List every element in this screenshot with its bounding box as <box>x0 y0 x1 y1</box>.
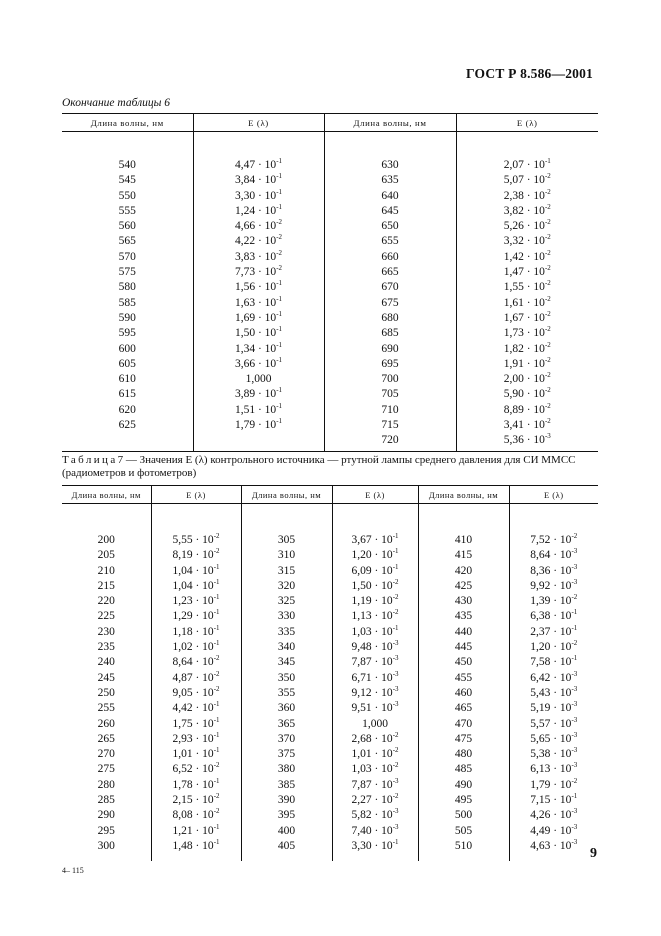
table-cell: $4,87 \cdot 10^{-2}$ <box>172 669 220 684</box>
table-cell: $2,00 \cdot 10^{-2}$ <box>503 371 551 386</box>
table-cell: 385 <box>277 778 296 791</box>
table-cell: 555 <box>118 204 136 217</box>
table-cell: 295 <box>97 824 115 837</box>
table-cell: 260 <box>97 717 115 730</box>
table-cell: 210 <box>97 564 115 577</box>
table-cell: 415 <box>454 549 473 562</box>
table6-column <box>62 132 193 452</box>
table-cell: 510 <box>454 839 473 852</box>
table-cell: 445 <box>454 641 473 654</box>
table-cell: 440 <box>454 625 473 638</box>
table-cell: 705 <box>381 388 399 401</box>
table-cell: 540 <box>118 159 136 171</box>
table-cell: 360 <box>277 702 296 715</box>
table6 <box>62 113 598 452</box>
table-cell: $3,30 \cdot 10^{-1}$ <box>351 837 399 852</box>
table-cell: 430 <box>454 595 473 608</box>
table-cell: $5,90 \cdot 10^{-2}$ <box>503 386 551 401</box>
table-cell: $1,21 \cdot 10^{-1}$ <box>172 822 220 837</box>
table-cell: $5,07 \cdot 10^{-2}$ <box>503 172 551 187</box>
table7-column <box>332 504 418 862</box>
table-cell: 610 <box>118 373 136 386</box>
table-cell: $8,64 \cdot 10^{-3}$ <box>530 547 578 562</box>
table-cell: $4,49 \cdot 10^{-3}$ <box>530 822 578 837</box>
table-cell: $8,89 \cdot 10^{-2}$ <box>503 401 551 416</box>
table7-caption-label: Таблица <box>62 454 118 466</box>
table-cell: 355 <box>277 686 296 699</box>
table-cell: 455 <box>454 671 473 684</box>
table-cell: 395 <box>277 809 296 822</box>
table6-column <box>324 132 456 452</box>
table6-caption: Окончание таблицы 6 <box>62 97 170 109</box>
table-cell: 570 <box>118 250 136 263</box>
table-cell: $1,79 \cdot 10^{-1}$ <box>234 417 283 432</box>
table-cell: 565 <box>118 235 136 248</box>
table-cell: $3,30 \cdot 10^{-1}$ <box>234 187 283 202</box>
table-cell: $1,20 \cdot 10^{-1}$ <box>351 547 399 562</box>
table-cell: 380 <box>277 763 296 776</box>
table-cell: 420 <box>454 564 473 577</box>
table-cell: $7,52 \cdot 10^{-2}$ <box>530 532 578 546</box>
table-cell: 350 <box>277 671 296 684</box>
table-cell: $3,83 \cdot 10^{-2}$ <box>234 248 283 263</box>
table-cell: $6,52 \cdot 10^{-2}$ <box>172 761 220 776</box>
table-cell: $1,01 \cdot 10^{-1}$ <box>172 746 220 761</box>
table-cell: $4,63 \cdot 10^{-3}$ <box>530 837 578 852</box>
table-cell: 680 <box>381 311 399 324</box>
table-cell: 625 <box>118 419 136 432</box>
table-cell: 235 <box>97 641 115 654</box>
table-cell: $2,93 \cdot 10^{-1}$ <box>172 730 220 745</box>
table-cell: 340 <box>277 641 296 654</box>
table-cell: $2,27 \cdot 10^{-2}$ <box>351 792 399 807</box>
table-cell: 365 <box>277 717 296 730</box>
table-cell: $1,67 \cdot 10^{-2}$ <box>503 309 551 324</box>
table-cell: 250 <box>97 686 115 699</box>
table-cell: 495 <box>454 794 473 807</box>
table-cell: $4,66 \cdot 10^{-2}$ <box>234 218 283 233</box>
table-cell: $1,73 \cdot 10^{-2}$ <box>503 325 551 340</box>
table-cell: $8,36 \cdot 10^{-3}$ <box>530 562 578 577</box>
table-cell: $5,65 \cdot 10^{-3}$ <box>530 730 578 745</box>
table-cell: 615 <box>118 388 136 401</box>
table-cell: $9,48 \cdot 10^{-3}$ <box>351 639 399 654</box>
table-cell: $1,50 \cdot 10^{-2}$ <box>351 577 399 592</box>
table-cell: $1,01 \cdot 10^{-2}$ <box>351 746 399 761</box>
table-cell: $7,40 \cdot 10^{-3}$ <box>351 822 399 837</box>
table-cell: $2,37 \cdot 10^{-1}$ <box>530 623 578 638</box>
table-cell: 275 <box>97 763 115 776</box>
table-cell: 325 <box>277 595 296 608</box>
table-cell: $1,18 \cdot 10^{-1}$ <box>172 623 220 638</box>
table-cell: 300 <box>97 839 115 852</box>
table-cell: 605 <box>118 357 136 370</box>
table7 <box>62 485 598 861</box>
table-cell: $1,51 \cdot 10^{-1}$ <box>234 401 283 416</box>
table-cell: $1,19 \cdot 10^{-2}$ <box>351 593 399 608</box>
table-cell: $1,75 \cdot 10^{-1}$ <box>172 715 220 730</box>
table7-header-wavelength-2: Длина волны, нм <box>241 486 332 504</box>
table-cell: $8,08 \cdot 10^{-2}$ <box>172 807 220 822</box>
table-cell: $6,42 \cdot 10^{-3}$ <box>530 669 578 684</box>
table7-header-e-1: E (λ) <box>151 486 241 504</box>
table-cell: 595 <box>118 327 136 340</box>
table-cell: $2,07 \cdot 10^{-1}$ <box>503 157 551 171</box>
table-cell: $7,58 \cdot 10^{-1}$ <box>530 654 578 669</box>
table-cell: 655 <box>381 235 399 248</box>
page-number: 9 <box>590 846 597 861</box>
table-cell: $1,48 \cdot 10^{-1}$ <box>172 837 220 852</box>
table-cell: 575 <box>118 266 136 279</box>
table-cell: 390 <box>277 794 296 807</box>
table-cell: 370 <box>277 732 296 745</box>
table-cell: 280 <box>97 778 115 791</box>
table-cell: $4,47 \cdot 10^{-1}$ <box>234 157 283 171</box>
table-cell: 255 <box>97 702 115 715</box>
table-cell: 715 <box>381 419 399 432</box>
table-cell: $2,68 \cdot 10^{-2}$ <box>351 730 399 745</box>
table-cell: 245 <box>97 671 115 684</box>
table-cell: $7,15 \cdot 10^{-1}$ <box>530 792 578 807</box>
table-cell: $4,42 \cdot 10^{-1}$ <box>172 700 220 715</box>
table7-header-wavelength-1: Длина волны, нм <box>62 486 151 504</box>
table7-column <box>241 504 332 862</box>
table-cell: 1,000 <box>362 717 388 730</box>
table-cell: 450 <box>454 656 473 669</box>
table-cell: $4,26 \cdot 10^{-3}$ <box>530 807 578 822</box>
table-cell: $5,43 \cdot 10^{-3}$ <box>530 684 578 699</box>
table-cell: $6,13 \cdot 10^{-3}$ <box>530 761 578 776</box>
table-cell: 320 <box>277 579 296 592</box>
table-cell: $1,69 \cdot 10^{-1}$ <box>234 309 283 324</box>
table-cell: 645 <box>381 204 399 217</box>
table-cell: 600 <box>118 342 136 355</box>
table7-column <box>151 504 241 862</box>
table-cell: 460 <box>454 686 473 699</box>
table-cell: $8,64 \cdot 10^{-2}$ <box>172 654 220 669</box>
table7-caption <box>62 454 602 480</box>
table-cell: $1,29 \cdot 10^{-1}$ <box>172 608 220 623</box>
table7-header-e-3: E (λ) <box>509 486 598 504</box>
table-cell: $1,24 \cdot 10^{-1}$ <box>234 202 283 217</box>
table-cell: 475 <box>454 732 473 745</box>
table-cell: 330 <box>277 610 296 623</box>
table-cell: $1,78 \cdot 10^{-1}$ <box>172 776 220 791</box>
table-cell: 590 <box>118 311 136 324</box>
table-cell: 675 <box>381 296 399 309</box>
table-cell: 270 <box>97 748 115 761</box>
table-cell: 315 <box>277 564 296 577</box>
table-cell: 630 <box>381 159 399 171</box>
table7-column <box>62 504 151 862</box>
table-cell: 665 <box>381 266 399 279</box>
document-id: ГОСТ Р 8.586—2001 <box>466 66 593 81</box>
table-cell: $1,03 \cdot 10^{-1}$ <box>351 623 399 638</box>
table-cell: $3,66 \cdot 10^{-1}$ <box>234 355 283 370</box>
table7-column <box>509 504 598 862</box>
table-cell: $1,79 \cdot 10^{-2}$ <box>530 776 578 791</box>
table-cell: $1,04 \cdot 10^{-1}$ <box>172 562 220 577</box>
table-cell: $3,84 \cdot 10^{-1}$ <box>234 172 283 187</box>
table-cell: 465 <box>454 702 473 715</box>
table-cell: $9,92 \cdot 10^{-3}$ <box>530 577 578 592</box>
table6-header-e-1: E (λ) <box>193 114 324 132</box>
table-cell: $1,56 \cdot 10^{-1}$ <box>234 279 283 294</box>
table-cell: 425 <box>454 579 473 592</box>
table-cell: $4,22 \cdot 10^{-2}$ <box>234 233 283 248</box>
table-cell: 205 <box>97 549 115 562</box>
table-cell: 310 <box>277 549 296 562</box>
table-cell: 480 <box>454 748 473 761</box>
table-cell: $7,87 \cdot 10^{-3}$ <box>351 654 399 669</box>
table-cell: 650 <box>381 220 399 233</box>
table-cell: $3,89 \cdot 10^{-1}$ <box>234 386 283 401</box>
table-cell: 470 <box>454 717 473 730</box>
table7-header-e-2: E (λ) <box>332 486 418 504</box>
table7-header-wavelength-3: Длина волны, нм <box>418 486 509 504</box>
table-cell: $1,47 \cdot 10^{-2}$ <box>503 264 551 279</box>
table-cell: 690 <box>381 342 399 355</box>
table-cell: $3,32 \cdot 10^{-2}$ <box>503 233 551 248</box>
table-cell: 375 <box>277 748 296 761</box>
table-cell: 490 <box>454 778 473 791</box>
table-cell: $9,51 \cdot 10^{-3}$ <box>351 700 399 715</box>
table-cell: $1,13 \cdot 10^{-2}$ <box>351 608 399 623</box>
table-cell: 240 <box>97 656 115 669</box>
table-cell: $8,19 \cdot 10^{-2}$ <box>172 547 220 562</box>
table-cell: $1,03 \cdot 10^{-2}$ <box>351 761 399 776</box>
table-cell: $5,82 \cdot 10^{-3}$ <box>351 807 399 822</box>
table-cell: 505 <box>454 824 473 837</box>
table-cell: 230 <box>97 625 115 638</box>
table-cell: 335 <box>277 625 296 638</box>
table-cell: 345 <box>277 656 296 669</box>
table-cell: 700 <box>381 373 399 386</box>
table-cell: $7,73 \cdot 10^{-2}$ <box>234 264 283 279</box>
table-cell: $6,71 \cdot 10^{-3}$ <box>351 669 399 684</box>
table-cell: 640 <box>381 189 399 202</box>
footer-mark: 4– 115 <box>62 866 84 875</box>
table-cell: 660 <box>381 250 399 263</box>
table-cell: 305 <box>277 534 296 546</box>
table-cell: $5,38 \cdot 10^{-3}$ <box>530 746 578 761</box>
table6-header-e-2: E (λ) <box>456 114 598 132</box>
table-cell: $2,15 \cdot 10^{-2}$ <box>172 792 220 807</box>
table-cell: $5,36 \cdot 10^{-3}$ <box>503 432 551 447</box>
table-cell: $9,05 \cdot 10^{-2}$ <box>172 684 220 699</box>
table6-column <box>456 132 598 452</box>
table-cell: $1,39 \cdot 10^{-2}$ <box>530 593 578 608</box>
table-cell: $1,34 \cdot 10^{-1}$ <box>234 340 283 355</box>
table-cell: $3,82 \cdot 10^{-2}$ <box>503 202 551 217</box>
table-cell: $3,67 \cdot 10^{-1}$ <box>351 532 399 546</box>
table-cell: 215 <box>97 579 115 592</box>
table-cell: $1,91 \cdot 10^{-2}$ <box>503 355 551 370</box>
table-cell: 485 <box>454 763 473 776</box>
table-cell: 580 <box>118 281 136 294</box>
table6-header-wavelength-1: Длина волны, нм <box>62 114 193 132</box>
table-cell: $5,19 \cdot 10^{-3}$ <box>530 700 578 715</box>
table-cell: 290 <box>97 809 115 822</box>
table-cell: $1,63 \cdot 10^{-1}$ <box>234 294 283 309</box>
table-cell: 435 <box>454 610 473 623</box>
table7-column <box>418 504 509 862</box>
table-cell: 410 <box>454 534 473 546</box>
table-cell: $6,09 \cdot 10^{-1}$ <box>351 562 399 577</box>
table-cell: $5,55 \cdot 10^{-2}$ <box>172 532 220 546</box>
table-cell: $5,26 \cdot 10^{-2}$ <box>503 218 551 233</box>
table-cell: $3,41 \cdot 10^{-2}$ <box>503 417 551 432</box>
table-cell: $9,12 \cdot 10^{-3}$ <box>351 684 399 699</box>
table-cell: $1,20 \cdot 10^{-2}$ <box>530 639 578 654</box>
table-cell: $1,61 \cdot 10^{-2}$ <box>503 294 551 309</box>
table-cell: $7,87 \cdot 10^{-3}$ <box>351 776 399 791</box>
table-cell: 545 <box>118 174 136 187</box>
table-cell: 710 <box>381 403 399 416</box>
table-cell: 560 <box>118 220 136 233</box>
table6-header-wavelength-2: Длина волны, нм <box>324 114 456 132</box>
table-cell: 685 <box>381 327 399 340</box>
table-cell: 400 <box>277 824 296 837</box>
table-cell: $1,23 \cdot 10^{-1}$ <box>172 593 220 608</box>
table-cell: 1,000 <box>245 373 272 386</box>
table-cell: $2,38 \cdot 10^{-2}$ <box>503 187 551 202</box>
table-cell: 670 <box>381 281 399 294</box>
table-cell: 585 <box>118 296 136 309</box>
table-cell: 635 <box>381 174 399 187</box>
table6-column <box>193 132 324 452</box>
table-cell: 265 <box>97 732 115 745</box>
table-cell: 500 <box>454 809 473 822</box>
table-cell: $1,02 \cdot 10^{-1}$ <box>172 639 220 654</box>
table7-caption-text: 7 — Значения E (λ) контрольного источника — ртутной лампы среднего давления для СИ ММСС (радиометров и фотометров) <box>62 454 576 479</box>
table-cell: 620 <box>118 403 136 416</box>
table-cell: 550 <box>118 189 136 202</box>
table-cell: 720 <box>381 434 399 447</box>
table-cell: 285 <box>97 794 115 807</box>
table-cell: $1,04 \cdot 10^{-1}$ <box>172 577 220 592</box>
table-cell: $1,82 \cdot 10^{-2}$ <box>503 340 551 355</box>
table-cell: $6,38 \cdot 10^{-1}$ <box>530 608 578 623</box>
table-cell: 200 <box>97 534 115 546</box>
table-cell: 225 <box>97 610 115 623</box>
table-cell: 220 <box>97 595 115 608</box>
table-cell: $1,55 \cdot 10^{-2}$ <box>503 279 551 294</box>
table-cell: 405 <box>277 839 296 852</box>
table-cell: 695 <box>381 357 399 370</box>
table-cell: $1,42 \cdot 10^{-2}$ <box>503 248 551 263</box>
table-cell: $1,50 \cdot 10^{-1}$ <box>234 325 283 340</box>
table-cell: $5,57 \cdot 10^{-3}$ <box>530 715 578 730</box>
